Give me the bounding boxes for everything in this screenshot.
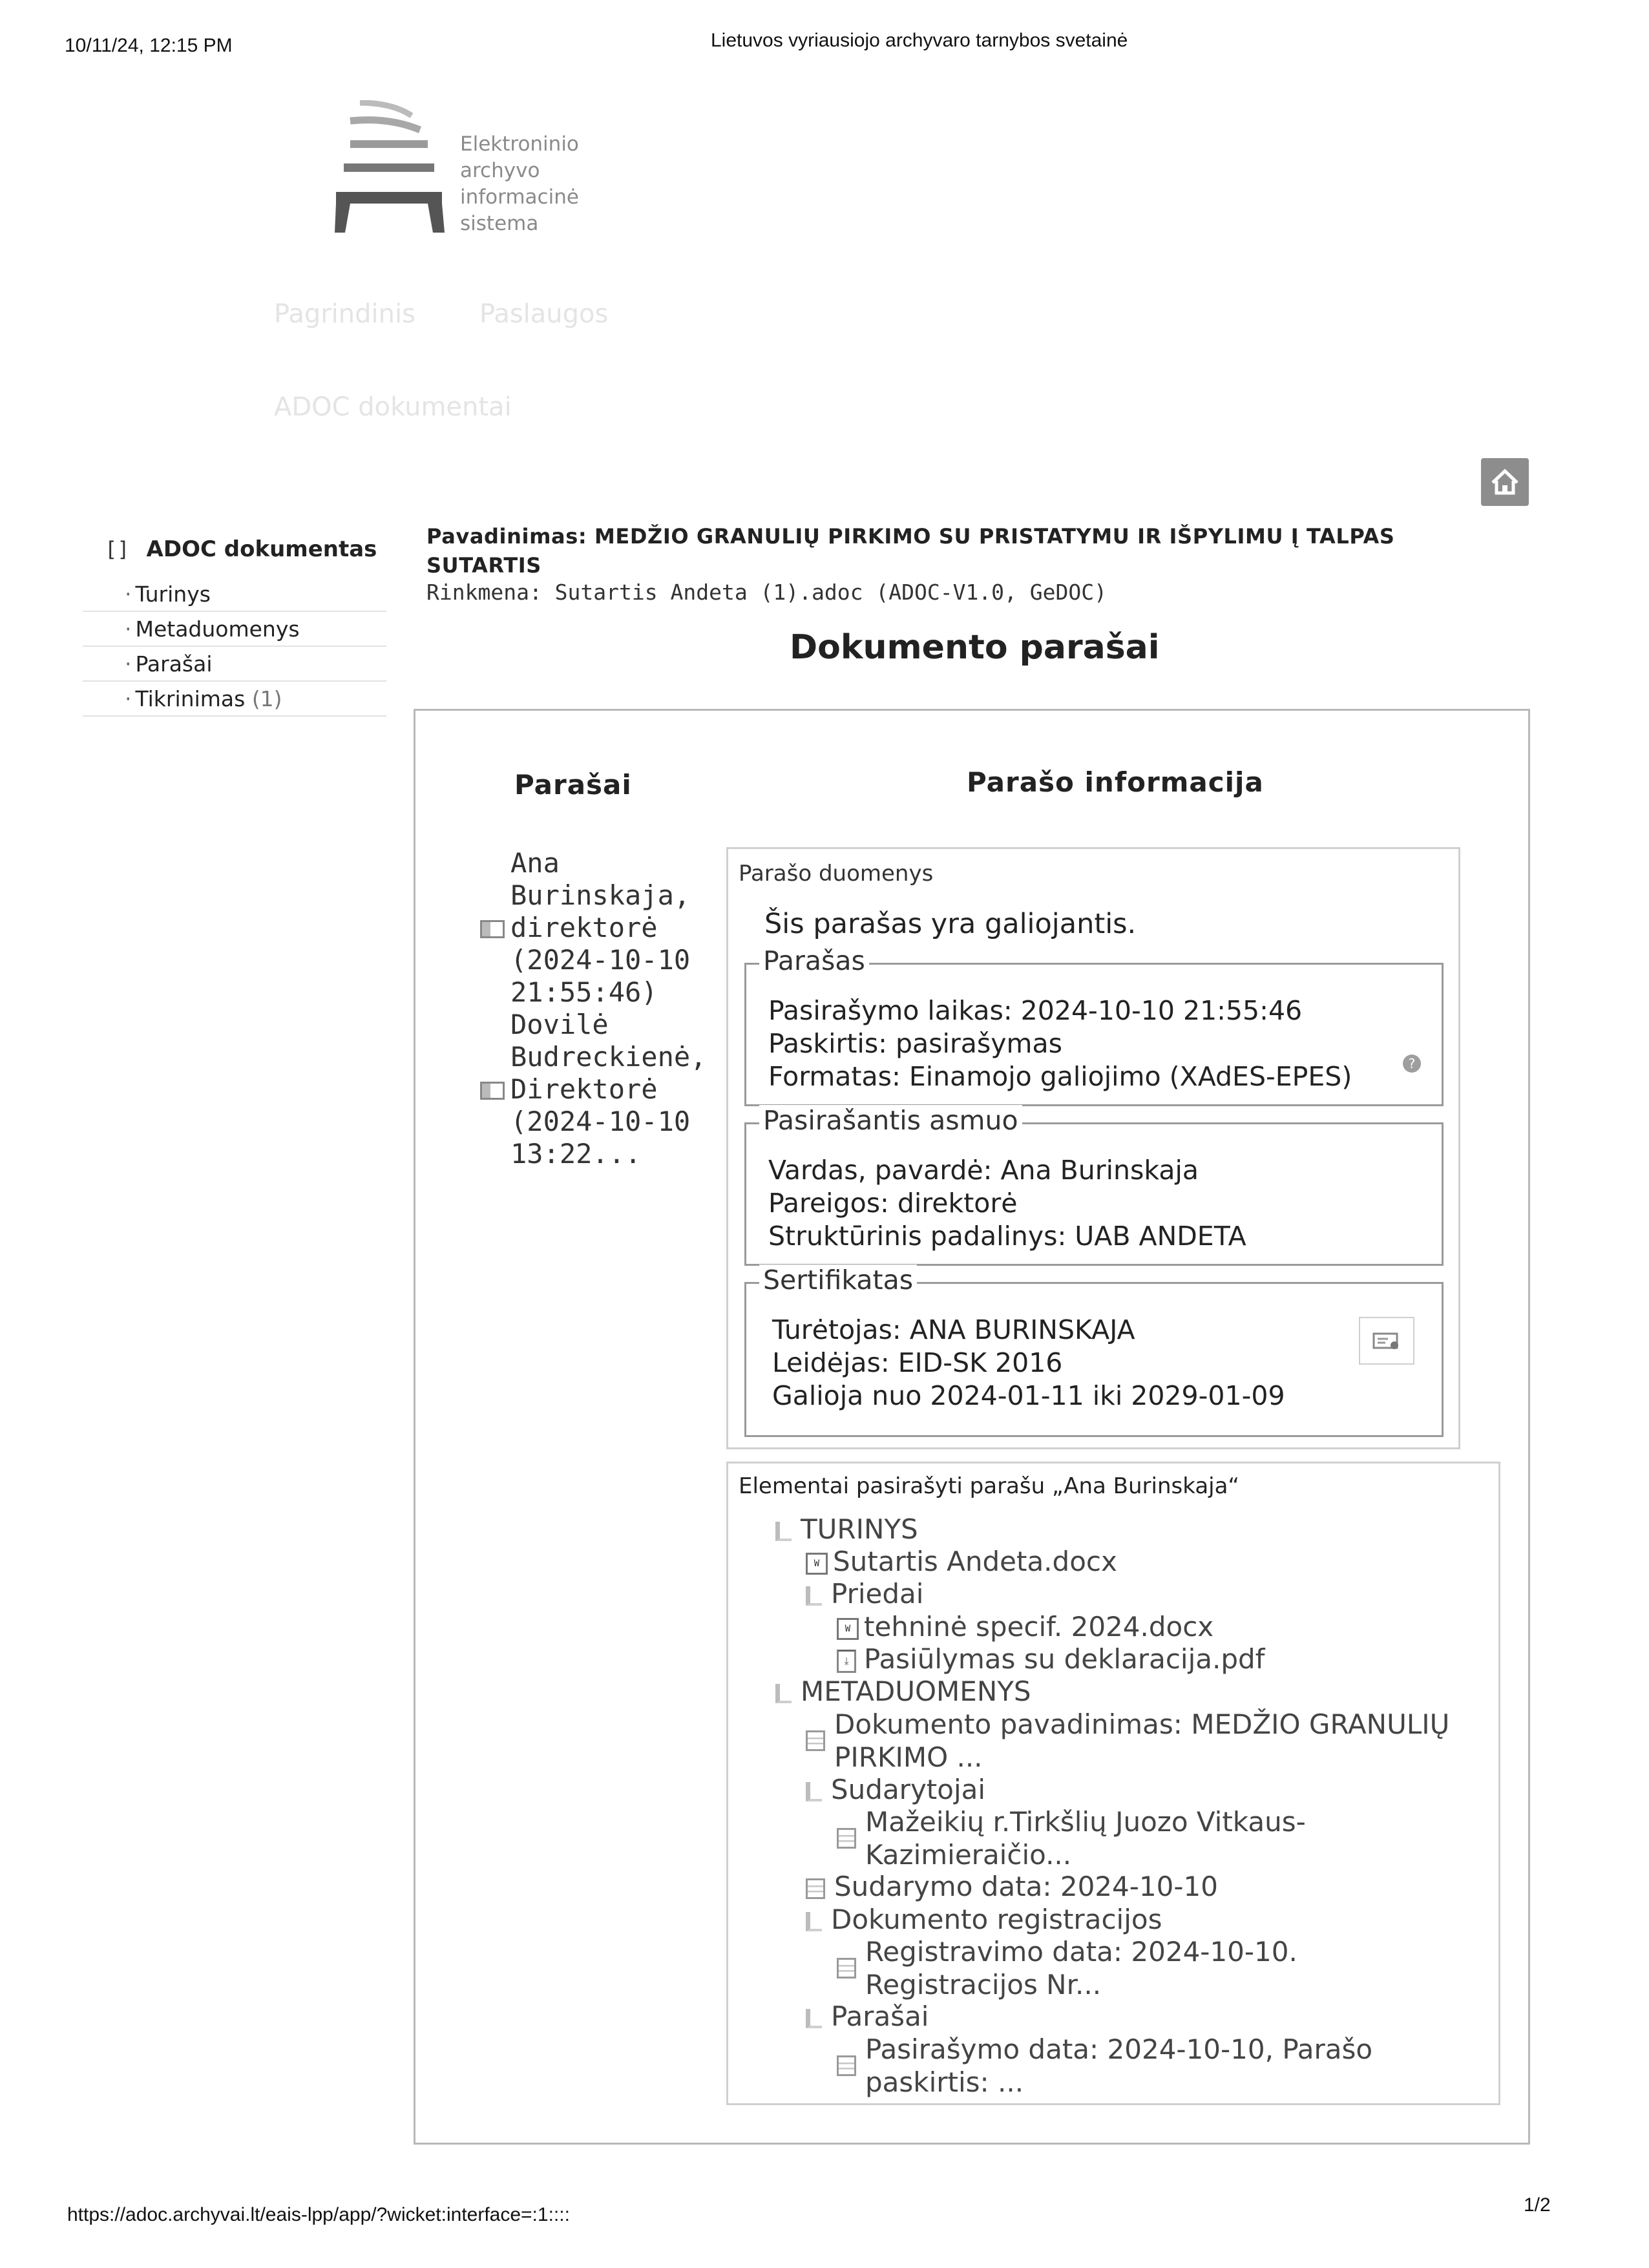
page-heading: Dokumento parašai — [790, 628, 1160, 667]
signing-purpose: Paskirtis: pasirašymas — [768, 1028, 1062, 1059]
signature-line: Budreckienė, — [510, 1041, 707, 1073]
signer-position: Pareigos: direktorė — [768, 1188, 1018, 1219]
signer-legend: Pasirašantis asmuo — [759, 1105, 1022, 1136]
tree-node-doc-name[interactable] — [806, 1708, 1449, 1774]
signature-legend: Parašas — [759, 945, 869, 976]
signature-icon[interactable] — [480, 1082, 505, 1100]
tree-node-registracijos[interactable] — [806, 1903, 1162, 1936]
print-page-number: 1/2 — [1524, 2194, 1551, 2216]
sidebar-item-label: Metaduomenys — [135, 616, 300, 642]
tree-label: METADUOMENYS — [801, 1675, 1031, 1707]
certificate-fieldset — [744, 1265, 1444, 1437]
tree-label: PIRKIMO ... — [834, 1741, 983, 1773]
tree-label: Priedai — [831, 1578, 924, 1610]
home-button[interactable] — [1481, 458, 1529, 506]
signature-data-title: Parašo duomenys — [739, 861, 934, 887]
metadata-icon — [837, 1828, 856, 1849]
logo-line: archyvo — [460, 159, 540, 182]
signature-line: Direktorė — [510, 1073, 658, 1105]
signature-line: Burinskaja, — [510, 879, 691, 911]
certificate-validity: Galioja nuo 2024-01-11 iki 2029-01-09 — [772, 1380, 1285, 1411]
sidebar-item-label: Tikrinimas — [135, 686, 246, 711]
tree-node-priedai[interactable] — [806, 1577, 923, 1610]
tree-node-sudarytojas[interactable] — [837, 1805, 1306, 1871]
signer-unit: Struktūrinis padalinys: UAB ANDETA — [768, 1221, 1246, 1252]
signature-info-heading: Parašo informacija — [967, 766, 1264, 798]
signature-item[interactable] — [510, 1009, 706, 1170]
tree-node-pasiulymas[interactable] — [837, 1643, 1265, 1675]
signer-fieldset — [744, 1105, 1444, 1266]
tree-node-parasai[interactable] — [806, 2000, 929, 2033]
signature-line: (2024-10-10 — [510, 1106, 691, 1137]
signing-time: Pasirašymo laikas: 2024-10-10 21:55:46 — [768, 995, 1303, 1026]
print-datetime: 10/11/24, 12:15 PM — [65, 35, 233, 56]
tree-label: tehninė specif. 2024.docx — [864, 1611, 1214, 1643]
home-icon — [1481, 458, 1529, 506]
logo-line: Elektroninio — [460, 132, 579, 156]
breadcrumb[interactable]: ADOC dokumentai — [274, 392, 512, 422]
document-file: Rinkmena: Sutartis Andeta (1).adoc (ADOC-V1.0, GeDOC) — [426, 580, 1107, 605]
signer-name: Vardas, pavardė: Ana Burinskaja — [768, 1155, 1199, 1186]
sidebar-item-label: Parašai — [135, 651, 213, 677]
print-site-title: Lietuvos vyriausiojo archyvaro tarnybos svetainė — [711, 30, 1128, 51]
tree-node-pasirasymo-data[interactable] — [837, 2033, 1372, 2099]
logo-mark — [331, 100, 447, 236]
tree-label: Sutartis Andeta.docx — [833, 1546, 1117, 1577]
tree-label: paskirtis: ... — [865, 2066, 1024, 2098]
help-icon[interactable]: ? — [1403, 1055, 1421, 1073]
signature-line: (2024-10-10 — [510, 944, 691, 976]
certificate-issuer: Leidėjas: EID-SK 2016 — [772, 1347, 1063, 1378]
sidebar-menu — [83, 577, 386, 717]
logo-text — [460, 131, 579, 237]
document-title — [426, 522, 1394, 580]
word-document-icon: W — [837, 1618, 859, 1640]
signing-format: Formatas: Einamojo galiojimo (XAdES-EPES) — [768, 1061, 1352, 1092]
signature-line: Ana — [510, 847, 560, 879]
document-title-line: SUTARTIS — [426, 553, 541, 578]
certificate-icon — [1372, 1331, 1401, 1350]
signature-status: Šis parašas yra galiojantis. — [764, 908, 1137, 940]
sidebar-item-tikrinimas[interactable]: · Tikrinimas (1) — [83, 682, 386, 717]
sidebar-toggle[interactable]: [] — [105, 537, 130, 562]
document-title-line: Pavadinimas: MEDŽIO GRANULIŲ PIRKIMO SU PRISTATYMU IR IŠPYLIMU Į TALPAS — [426, 524, 1395, 549]
folder-icon — [806, 1912, 822, 1931]
metadata-icon — [806, 1878, 825, 1899]
tree-node-registravimo-data[interactable] — [837, 1935, 1297, 2001]
folder-icon — [806, 2009, 822, 2028]
metadata-icon — [837, 2055, 856, 2076]
sidebar-item-count: (1) — [251, 686, 282, 711]
signature-line: Dovilė — [510, 1009, 609, 1040]
certificate-view-button[interactable] — [1359, 1317, 1414, 1365]
tree-node-sudarymo-data[interactable] — [806, 1870, 1218, 1903]
sidebar — [105, 536, 377, 562]
signature-line: 21:55:46) — [510, 976, 658, 1008]
signature-line: 13:22... — [510, 1138, 642, 1170]
tree-label: TURINYS — [801, 1513, 918, 1545]
logo-line: informacinė — [460, 185, 579, 209]
tree-node-metaduomenys[interactable] — [775, 1675, 1031, 1708]
print-url: https://adoc.archyvai.lt/eais-lpp/app/?wicket:interface=:1:::: — [67, 2204, 570, 2225]
tree-label: Dokumento registracijos — [831, 1904, 1162, 1935]
tree-label: Kazimieraičio... — [865, 1839, 1072, 1871]
sidebar-item-metaduomenys[interactable]: · Metaduomenys — [83, 612, 386, 647]
tree-label: Parašai — [831, 2000, 929, 2032]
tree-label: Sudarytojai — [831, 1774, 986, 1805]
folder-icon — [775, 1684, 792, 1703]
signature-fieldset — [744, 945, 1444, 1106]
folder-icon — [806, 1782, 822, 1801]
signature-item[interactable] — [510, 847, 690, 1009]
tree-label: Pasirašymo data: 2024-10-10, Parašo — [865, 2033, 1373, 2065]
signed-elements-title: Elementai pasirašyti parašu „Ana Burinskaja“ — [739, 1473, 1240, 1499]
metadata-icon — [806, 1730, 825, 1751]
signatures-heading: Parašai — [514, 769, 632, 801]
tree-node-tehnine[interactable] — [837, 1610, 1213, 1643]
tree-node-sudarytojai[interactable] — [806, 1773, 985, 1806]
word-document-icon: W — [806, 1553, 828, 1575]
signature-line: direktorė — [510, 912, 658, 943]
tree-label: Sudarymo data: 2024-10-10 — [834, 1871, 1218, 1902]
sidebar-title: ADOC dokumentas — [146, 536, 377, 562]
nav-item-services[interactable]: Paslaugos — [479, 299, 609, 329]
pdf-icon: ⤓ — [837, 1650, 856, 1673]
sidebar-item-turinys[interactable]: · Turinys — [83, 577, 386, 612]
metadata-icon — [837, 1958, 856, 1979]
folder-icon — [806, 1586, 822, 1606]
nav-item-home[interactable]: Pagrindinis — [274, 299, 415, 329]
signature-icon[interactable] — [480, 920, 505, 938]
tree-label: Pasiūlymas su deklaracija.pdf — [864, 1643, 1265, 1675]
tree-node-turinys[interactable] — [775, 1513, 918, 1546]
tree-label: Dokumento pavadinimas: MEDŽIO GRANULIŲ — [834, 1708, 1450, 1740]
tree-label: Mažeikių r.Tirkšlių Juozo Vitkaus- — [865, 1806, 1306, 1838]
tree-label: Registracijos Nr... — [865, 1969, 1102, 2000]
sidebar-item-parasai[interactable]: · Parašai — [83, 647, 386, 682]
logo-line: sistema — [460, 212, 539, 235]
sidebar-item-label: Turinys — [135, 582, 211, 607]
tree-label: Registravimo data: 2024-10-10. — [865, 1936, 1297, 1968]
certificate-holder: Turėtojas: ANA BURINSKAJA — [772, 1314, 1135, 1345]
tree-node-sutartis[interactable] — [806, 1545, 1117, 1578]
certificate-legend: Sertifikatas — [759, 1265, 917, 1296]
